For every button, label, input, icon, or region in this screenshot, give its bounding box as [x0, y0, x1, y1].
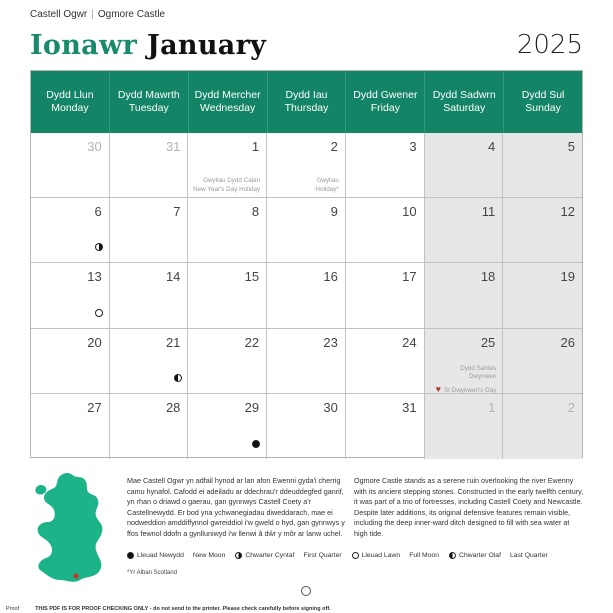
- legend-welsh: Lleuad Newydd: [137, 552, 184, 559]
- day-number: 16: [323, 269, 338, 285]
- day-cell: [346, 329, 425, 394]
- day-cell: [31, 133, 110, 198]
- day-number: 14: [165, 269, 181, 285]
- wales-map: [30, 468, 118, 586]
- day-cell: [267, 394, 346, 459]
- legend-english: First Quarter: [303, 552, 342, 559]
- legend-item: [449, 552, 548, 559]
- day-cell: [503, 198, 582, 263]
- month-title: [30, 30, 266, 61]
- day-number: 9: [330, 204, 338, 220]
- holiday-note: [436, 365, 497, 396]
- day-number: 22: [244, 334, 260, 350]
- day-number: 26: [560, 334, 575, 350]
- legend-item: [352, 552, 439, 559]
- day-cell: [346, 394, 425, 459]
- day-number: 8: [251, 204, 260, 220]
- full-moon-icon: [95, 309, 103, 317]
- holiday-note-line: Dwynwen: [468, 373, 497, 381]
- moon-legend: [127, 552, 548, 559]
- weekday-welsh: Dydd Gwener: [353, 89, 418, 101]
- day-cell: [425, 133, 504, 198]
- day-cell: [503, 394, 582, 459]
- calendar-grid: [30, 70, 583, 458]
- day-number: 1: [488, 399, 496, 415]
- weekday-welsh: Dydd Iau: [285, 89, 328, 101]
- first-quarter-icon: [235, 552, 242, 559]
- month-welsh: Ionawr: [30, 30, 138, 61]
- heart-icon: ♥: [435, 383, 441, 394]
- day-cell: [188, 263, 267, 328]
- day-number: 13: [87, 269, 102, 285]
- day-number: 19: [560, 269, 575, 285]
- weekday-english: Friday: [370, 102, 400, 114]
- year: 2025: [516, 30, 583, 60]
- holiday-note: [315, 177, 338, 194]
- day-cell: [267, 263, 346, 328]
- proof-label: Proof: [6, 606, 20, 612]
- proof-text: THIS PDF IS FOR PROOF CHECKING ONLY - do not send to the printer. Please check carefully before signing off.: [35, 606, 331, 612]
- holiday-note: [193, 177, 260, 194]
- legend-english: Full Moon: [409, 552, 440, 559]
- weekday-thursday: [268, 71, 347, 133]
- weekday-welsh: Dydd Mercher: [194, 89, 261, 101]
- day-cell: [110, 263, 189, 328]
- castle-location-marker: [73, 573, 78, 578]
- day-number: 20: [87, 334, 102, 350]
- day-number: 30: [87, 139, 102, 154]
- day-number: 4: [488, 139, 496, 154]
- legend-english: Last Quarter: [509, 552, 548, 559]
- day-cell: [31, 329, 110, 394]
- day-number: 31: [165, 139, 181, 154]
- day-number: 5: [567, 139, 575, 154]
- legend-item: [127, 552, 225, 559]
- location-welsh: Castell Ogwr: [30, 9, 88, 20]
- weekday-welsh: Dydd Mawrth: [117, 89, 180, 101]
- legend-welsh: Lleuad Lawn: [361, 552, 401, 559]
- weekday-welsh: Dydd Llun: [46, 89, 94, 101]
- day-number: 12: [560, 204, 575, 220]
- day-cell: [31, 394, 110, 459]
- holiday-note-line: New Year's Day Holiday: [193, 185, 261, 193]
- day-cell: [110, 329, 189, 394]
- day-cell: [503, 133, 582, 198]
- holiday-note-line: Gwyliau: [316, 177, 339, 184]
- day-number: 17: [402, 269, 417, 285]
- day-number: 2: [330, 139, 338, 154]
- legend-item: [235, 552, 341, 559]
- holiday-note-line: Gwyliau Dydd Calan: [203, 177, 261, 184]
- day-cell: [188, 394, 267, 459]
- day-cell: [425, 329, 504, 394]
- day-cell: [110, 394, 189, 459]
- day-cell: [188, 329, 267, 394]
- holiday-note-line: Holiday*: [315, 185, 339, 193]
- proof-notice: [6, 606, 331, 612]
- day-number: 2: [567, 399, 575, 415]
- day-cell: [188, 198, 267, 263]
- weekday-wednesday: [189, 71, 268, 133]
- new-moon-icon: [252, 440, 260, 448]
- day-number: 23: [323, 334, 338, 350]
- day-number: 1: [251, 139, 260, 154]
- day-number: 25: [480, 334, 496, 350]
- holiday-note-line: Dydd Santes: [460, 364, 497, 372]
- day-cell: [267, 133, 346, 198]
- day-cell: [346, 198, 425, 263]
- day-number: 31: [402, 399, 417, 415]
- day-cell: [31, 263, 110, 328]
- day-cell: [267, 329, 346, 394]
- weekday-english: Saturday: [443, 102, 486, 114]
- weekday-tuesday: [110, 71, 189, 133]
- last-quarter-moon-icon: [174, 374, 182, 382]
- weekday-english: Monday: [51, 102, 89, 114]
- day-cell: [110, 198, 189, 263]
- day-number: 3: [409, 139, 417, 154]
- day-number: 27: [87, 399, 102, 415]
- weekday-english: Tuesday: [128, 102, 169, 114]
- day-cell: [267, 198, 346, 263]
- day-number: 15: [244, 269, 260, 285]
- weekday-welsh: Dydd Sul: [521, 89, 565, 101]
- day-number: 18: [480, 269, 496, 285]
- weekday-english: Thursday: [284, 102, 329, 114]
- weekday-header: [31, 71, 582, 133]
- first-quarter-moon-icon: [95, 243, 103, 251]
- day-cell: [425, 394, 504, 459]
- weekday-welsh: Dydd Sadwrn: [432, 89, 496, 101]
- day-cell: [503, 263, 582, 328]
- day-number: 10: [402, 204, 417, 220]
- location-label: Castell Ogwr | Ogmore Castle: [30, 9, 166, 20]
- legend-welsh: Chwarter Cyntaf: [245, 552, 295, 559]
- day-number: 11: [481, 204, 496, 220]
- day-grid: [31, 133, 582, 459]
- day-cell: [503, 329, 582, 394]
- day-number: 30: [323, 399, 338, 415]
- day-cell: [346, 263, 425, 328]
- legend-english: New Moon: [192, 552, 226, 559]
- legend-welsh: Chwarter Olaf: [459, 552, 501, 559]
- day-cell: [188, 133, 267, 198]
- day-number: 28: [165, 399, 181, 415]
- month-english: January: [147, 30, 267, 61]
- day-number: 29: [244, 399, 260, 415]
- day-cell: [425, 198, 504, 263]
- day-number: 21: [165, 334, 181, 350]
- day-number: 24: [402, 334, 417, 350]
- footnote: *Yr Alban Scotland: [127, 570, 178, 576]
- weekday-saturday: [425, 71, 504, 133]
- description-welsh: Mae Castell Ogwr yn adfail hynod ar lan afon Ewenni gyda'i cherrig camu hynafol. Cafodd ei adeiladu ar ddechrau'r ddeuddegfed ganrif, yn rhan o driawd o gaerau, gan gynnwys Castell Coety a'r Castellnewydd. Er bod yna ychwanegiadau diweddarach, mae ei nodweddion amddiffynnol gwreiddiol i'w gweld o hyd, gan gynnwys y ffos fewnol ddofn a gynlluniwyd i'w llenwi â dŵr y môr ar lanw uchel.: [127, 476, 345, 538]
- description-english: Ogmore Castle stands as a serene ruin overlooking the river Ewenny with its ancient stepping stones. Constructed in the early twelfth century, it was part of a trio of fortresses, including Castell Coety and Newcastle. Despite later additions, its original defensive features remain visible, including the deep inner-ward ditch designed to fill with sea water at high tide.: [354, 476, 584, 538]
- day-cell: [425, 263, 504, 328]
- registration-circle: [301, 586, 311, 596]
- day-cell: [31, 198, 110, 263]
- new-moon-icon: [127, 552, 134, 559]
- day-cell: [110, 133, 189, 198]
- location-english: Ogmore Castle: [97, 9, 166, 20]
- day-number: 7: [173, 204, 181, 220]
- holiday-note-line: St Dwynwen's Day: [443, 386, 497, 394]
- weekday-monday: [31, 71, 110, 133]
- day-number: 6: [94, 204, 102, 220]
- full-moon-icon: [352, 552, 359, 559]
- day-cell: [346, 133, 425, 198]
- weekday-english: Sunday: [525, 102, 561, 114]
- weekday-friday: [346, 71, 425, 133]
- weekday-english: Wednesday: [200, 102, 256, 114]
- weekday-sunday: [504, 71, 582, 133]
- last-quarter-icon: [449, 552, 456, 559]
